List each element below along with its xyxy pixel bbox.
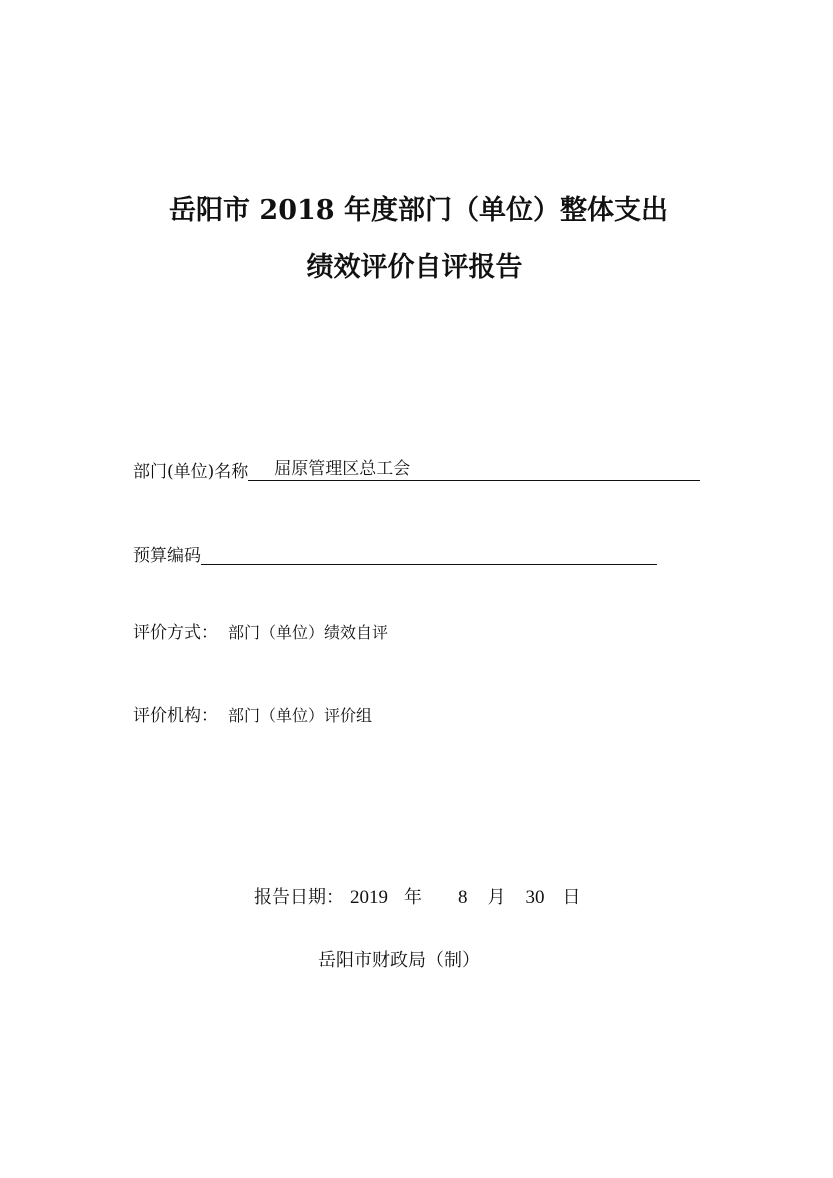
- evaluation-org-row: [133, 708, 372, 725]
- budget-code-row: [133, 542, 657, 565]
- report-date-year: 2019: [350, 887, 388, 908]
- report-date-month: 8: [458, 887, 468, 908]
- report-title-line-1: 岳阳市 2018 年度部门（单位）整体支出: [169, 195, 668, 226]
- evaluation-method-label: 评价方式：: [133, 623, 218, 643]
- report-date-label: 报告日期：: [254, 887, 344, 908]
- budget-code-label: 预算编码: [133, 546, 201, 566]
- department-name-value: 屈原管理区总工会: [248, 458, 700, 481]
- evaluation-method-value: 部门（单位）绩效自评: [228, 623, 389, 642]
- report-date-day: 30: [525, 887, 545, 908]
- budget-code-value: [201, 542, 657, 565]
- evaluation-method-row: [133, 625, 388, 642]
- report-date: [254, 888, 581, 907]
- report-date-month-unit: 月: [487, 887, 506, 908]
- report-date-day-unit: 日: [562, 887, 581, 908]
- report-date-year-unit: 年: [404, 887, 422, 908]
- department-name-label: 部门(单位)名称: [133, 462, 249, 482]
- evaluation-org-label: 评价机构：: [133, 706, 218, 726]
- report-title-line-2: 绩效评价自评报告: [306, 252, 523, 283]
- issuer: 岳阳市财政局（制）: [318, 950, 480, 971]
- department-name-row: [133, 458, 700, 481]
- evaluation-org-value: 部门（单位）评价组: [228, 706, 373, 725]
